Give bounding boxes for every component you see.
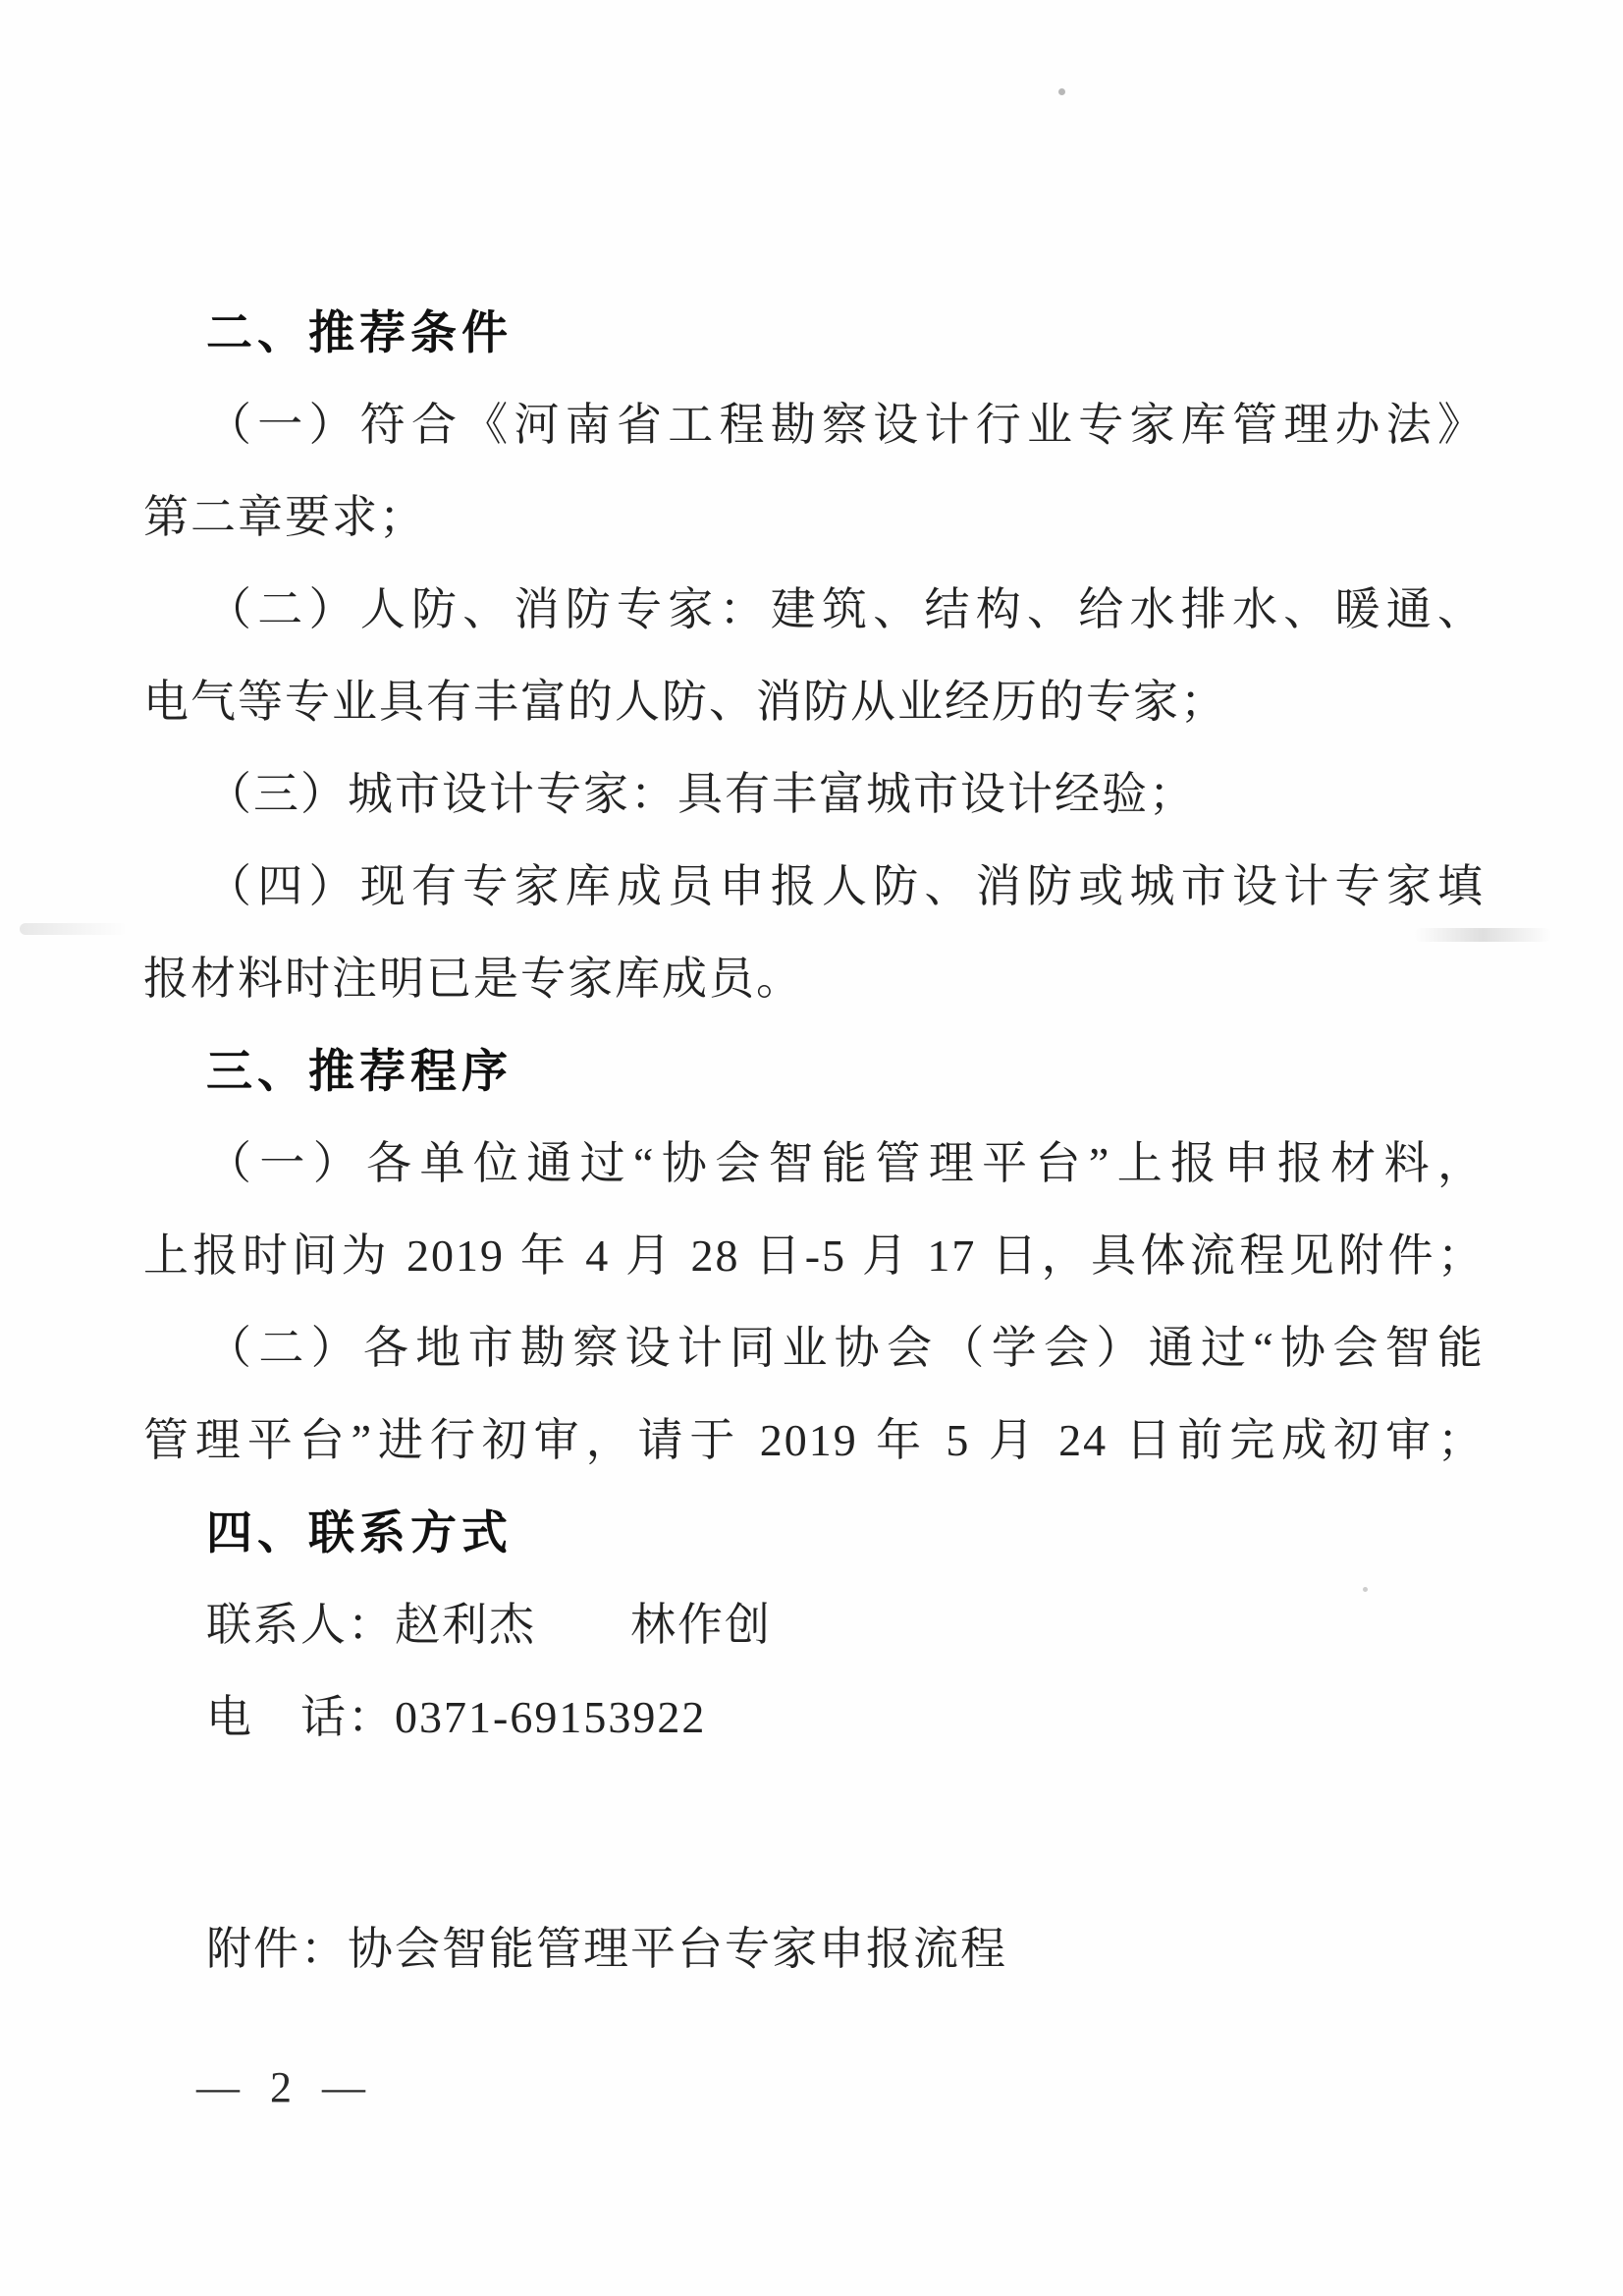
scan-artifact-dot (1058, 88, 1065, 95)
paragraph-condition-4-line-1: （四）现有专家库成员申报人防、消防或城市设计专家填 (206, 861, 1485, 911)
paragraph-procedure-1-line-1: （一）各单位通过“协会智能管理平台”上报申报材料， (206, 1138, 1485, 1188)
section-heading-contact-info: 四、联系方式 (206, 1506, 513, 1558)
contact-person-line: 联系人：赵利杰 林作创 (206, 1600, 772, 1650)
attachment-reference-line: 附件：协会智能管理平台专家申报流程 (206, 1924, 1007, 1974)
paragraph-procedure-2-line-1: （二）各地市勘察设计同业协会（学会）通过“协会智能 (206, 1323, 1485, 1373)
paragraph-condition-1-line-1: （一）符合《河南省工程勘察设计行业专家库管理办法》 (206, 400, 1485, 450)
paragraph-procedure-2-line-2: 管理平台”进行初审，请于 2019 年 5 月 24 日前完成初审； (143, 1415, 1485, 1465)
paragraph-condition-2-line-2: 电气等专业具有丰富的人防、消防从业经历的专家； (143, 677, 1227, 727)
section-heading-recommend-conditions: 二、推荐条件 (206, 306, 513, 358)
paragraph-condition-4-line-2: 报材料时注明已是专家库成员。 (143, 954, 803, 1004)
contact-phone-line: 电 话：0371-69153922 (206, 1692, 707, 1742)
scan-artifact-streak (20, 923, 128, 935)
paragraph-condition-1-line-2: 第二章要求； (143, 492, 426, 542)
document-body (143, 287, 1485, 1995)
paragraph-condition-2-line-1: （二）人防、消防专家：建筑、结构、给水排水、暖通、 (206, 584, 1485, 634)
section-heading-recommend-procedure: 三、推荐程序 (206, 1045, 513, 1097)
paragraph-condition-3: （三）城市设计专家：具有丰富城市设计经验； (206, 769, 1196, 819)
page-number: — 2 — (196, 2063, 375, 2111)
paragraph-procedure-1-line-2: 上报时间为 2019 年 4 月 28 日-5 月 17 日，具体流程见附件； (143, 1230, 1485, 1281)
